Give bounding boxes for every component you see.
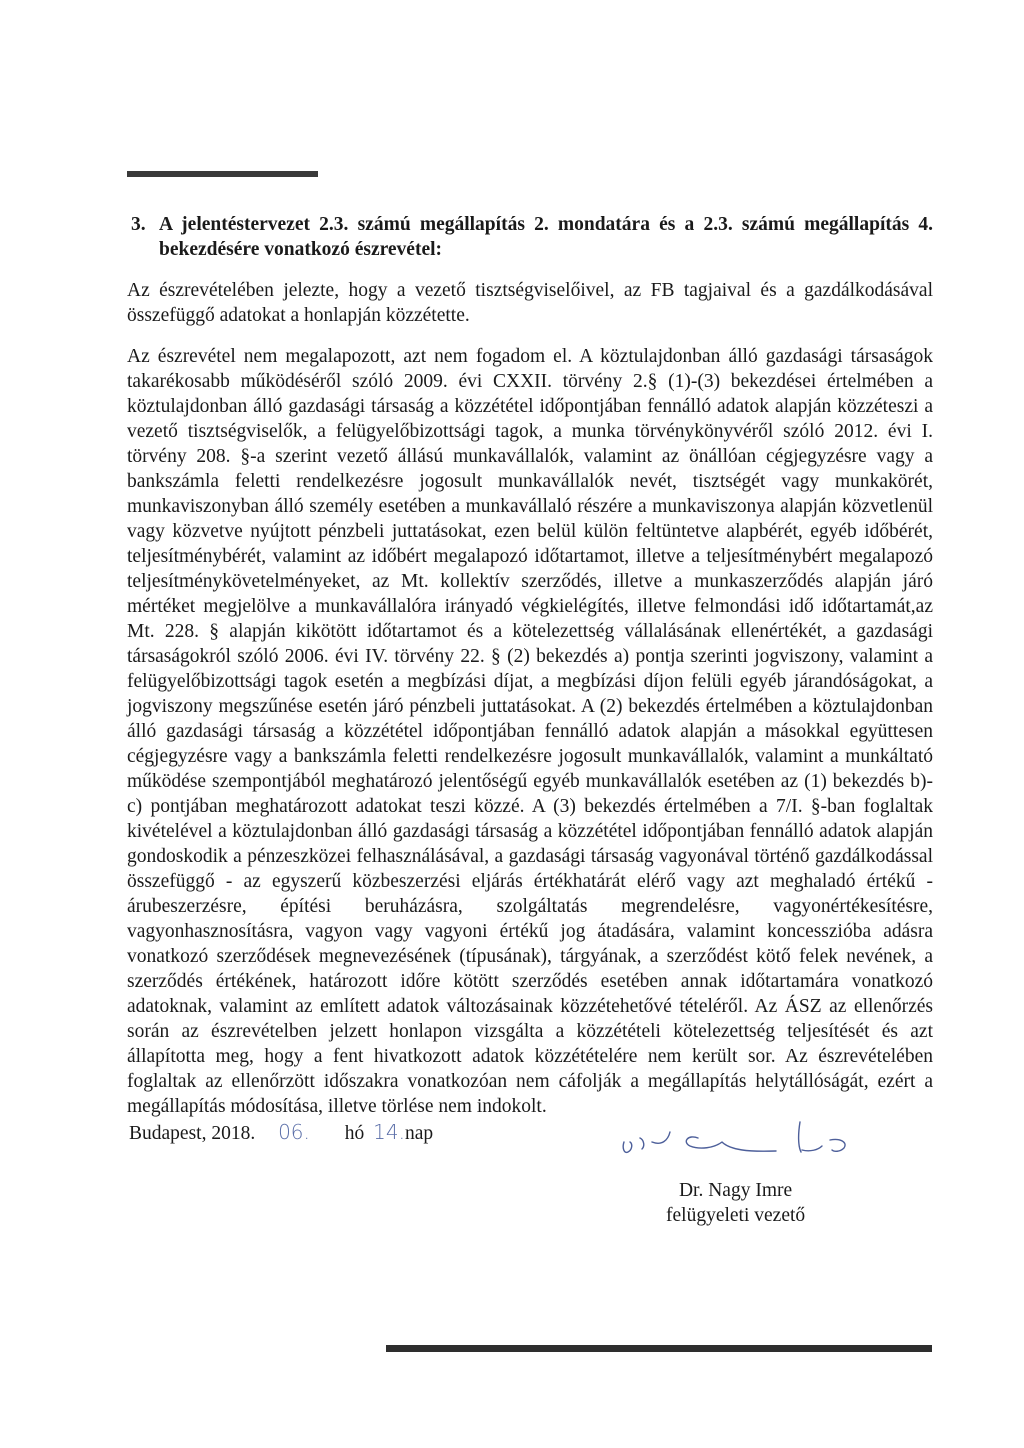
date-ho-label: hó bbox=[344, 1123, 365, 1144]
bottom-divider bbox=[386, 1345, 932, 1352]
date-place-year: Budapest, 2018. bbox=[129, 1123, 256, 1144]
date-nap-label: nap bbox=[404, 1123, 434, 1144]
section-heading bbox=[127, 212, 933, 262]
section-number: 3. bbox=[131, 214, 146, 235]
observation-section bbox=[127, 212, 933, 1135]
paragraph-observation: Az észrevételében jelezte, hogy a vezető tisztségviselőivel, az FB tagjaival és a gazdálkodásával összefüggő adatokat a honlapján közzétette. bbox=[127, 280, 933, 326]
handwritten-signature bbox=[618, 1112, 858, 1162]
signer-name: Dr. Nagy Imre bbox=[678, 1180, 793, 1201]
date-month-handwritten: 06. bbox=[278, 1120, 310, 1144]
signer-title: felügyeleti vezető bbox=[666, 1205, 806, 1226]
date-day-handwritten: 14. bbox=[373, 1120, 405, 1144]
paragraph-response: Az észrevétel nem megalapozott, azt nem fogadom el. A köztulajdonban álló gazdasági társaságok takarékosabb működéséről szóló 2009. évi CXXII. törvény 2.§ (1)-(3) bekezdései értelmében a köztulajdonban álló gazdasági társaság a közzététel időpontjában fennálló adatok alapján közzéteszi a vezető tisztségviselők, a felügyelőbizottsági tagok, a munka törvénykönyvéről szóló 2012. évi I. törvény 208. §-a szerint vezető állású munkavállalók, valamint az önállóan cégjegyzésre vagy a bankszámla feletti rendelkezésre jogosult munkavállalók nevét, tisztségét vagy munkakörét, munkaviszonyban álló személy esetében a munkavállaló részére a munkaviszonya alapján közvetlenül vagy közvetve nyújtott pénzbeli juttatásokat, ezen belül külön feltüntetve alapbérét, egyéb időbérét, teljesítménybérét, valamint az időbért megalapozó időtartamot, illetve a teljesítménybért megalapozó teljesítménykövetelményeket, az Mt. kollektív szerződés, illetve a munkaszerződés alapján járó mértéket megjelölve a munkavállalóra irányadó végkielégítés, illetve felmondási idő időtartamát,az Mt. 228. § alapján kikötött időtartamot és a kötelezettség vállalásának ellenértékét, a gazdasági társaságokról szóló 2006. évi IV. törvény 22. § (2) bekezdés a) pontja szerinti jogviszony, valamint a felügyelőbizottsági tagok esetén a megbízási díjat, a megbízási díjon felüli egyéb járandóságokat, a jogviszony megszűnése esetén járó pénzbeli juttatásokat. A (2) bekezdés értelmében a köztulajdonban álló gazdasági társaság a közzététel időpontjában fennálló adatok alapján a másokkal együttesen cégjegyzésre vagy a bankszámla feletti rendelkezésre jogosult munkavállalók, valamint a munkáltató működése szempontjából meghatározó jelentőségű egyéb munkavállalók esetében az (1) bekezdés b)-c) pontjában meghatározott adatokat teszi közzé. A (3) bekezdés értelmében a 7/I. §-ban foglaltak kivételével a köztulajdonban álló gazdasági társaság a közzététel időpontjában fennálló adatok alapján gondoskodik a pénzeszközei felhasználásával, a gazdasági társaság vagyonával történő gazdálkodással összefüggő - az egyszerű közbeszerzési eljárás értékhatárát elérő vagy azt meghaladó értékű - árubeszerzésre, építési beruházásra, szolgáltatás megrendelésre, vagyonértékesítésre, vagyonhasznosításra, vagyon vagy vagyoni értékű jog átadására, valamint koncesszióba adásra vonatkozó szerződések megnevezésének (típusának), tárgyának, a szerződést kötő felek nevének, a szerződés értékének, határozott időre kötött szerződés esetében annak időtartamára vonatkozó adatoknak, valamint az említett adatok változásainak közzétehetővé tételéről. Az ÁSZ az ellenőrzés során az észrevételben jelzett honlapon vizsgálta a közzétételi kötelezettség teljesítését és azt állapította meg, hogy a fent hivatkozott adatok közzétételére nem került sor. Az észrevételében foglaltak az ellenőrzött időszakra vonatkozóan nem cáfolják a megállapítás helytállóságát, ezért a megállapítás módosítása, illetve törlése nem indokolt. bbox=[127, 346, 933, 1117]
dateline bbox=[129, 1120, 433, 1146]
signer-block bbox=[666, 1178, 805, 1228]
top-divider bbox=[127, 171, 318, 177]
section-title: A jelentéstervezet 2.3. számú megállapítás 2. mondatára és a 2.3. számú megállapítás 4. bekezdésére vonatkozó észrevétel: bbox=[159, 214, 933, 260]
